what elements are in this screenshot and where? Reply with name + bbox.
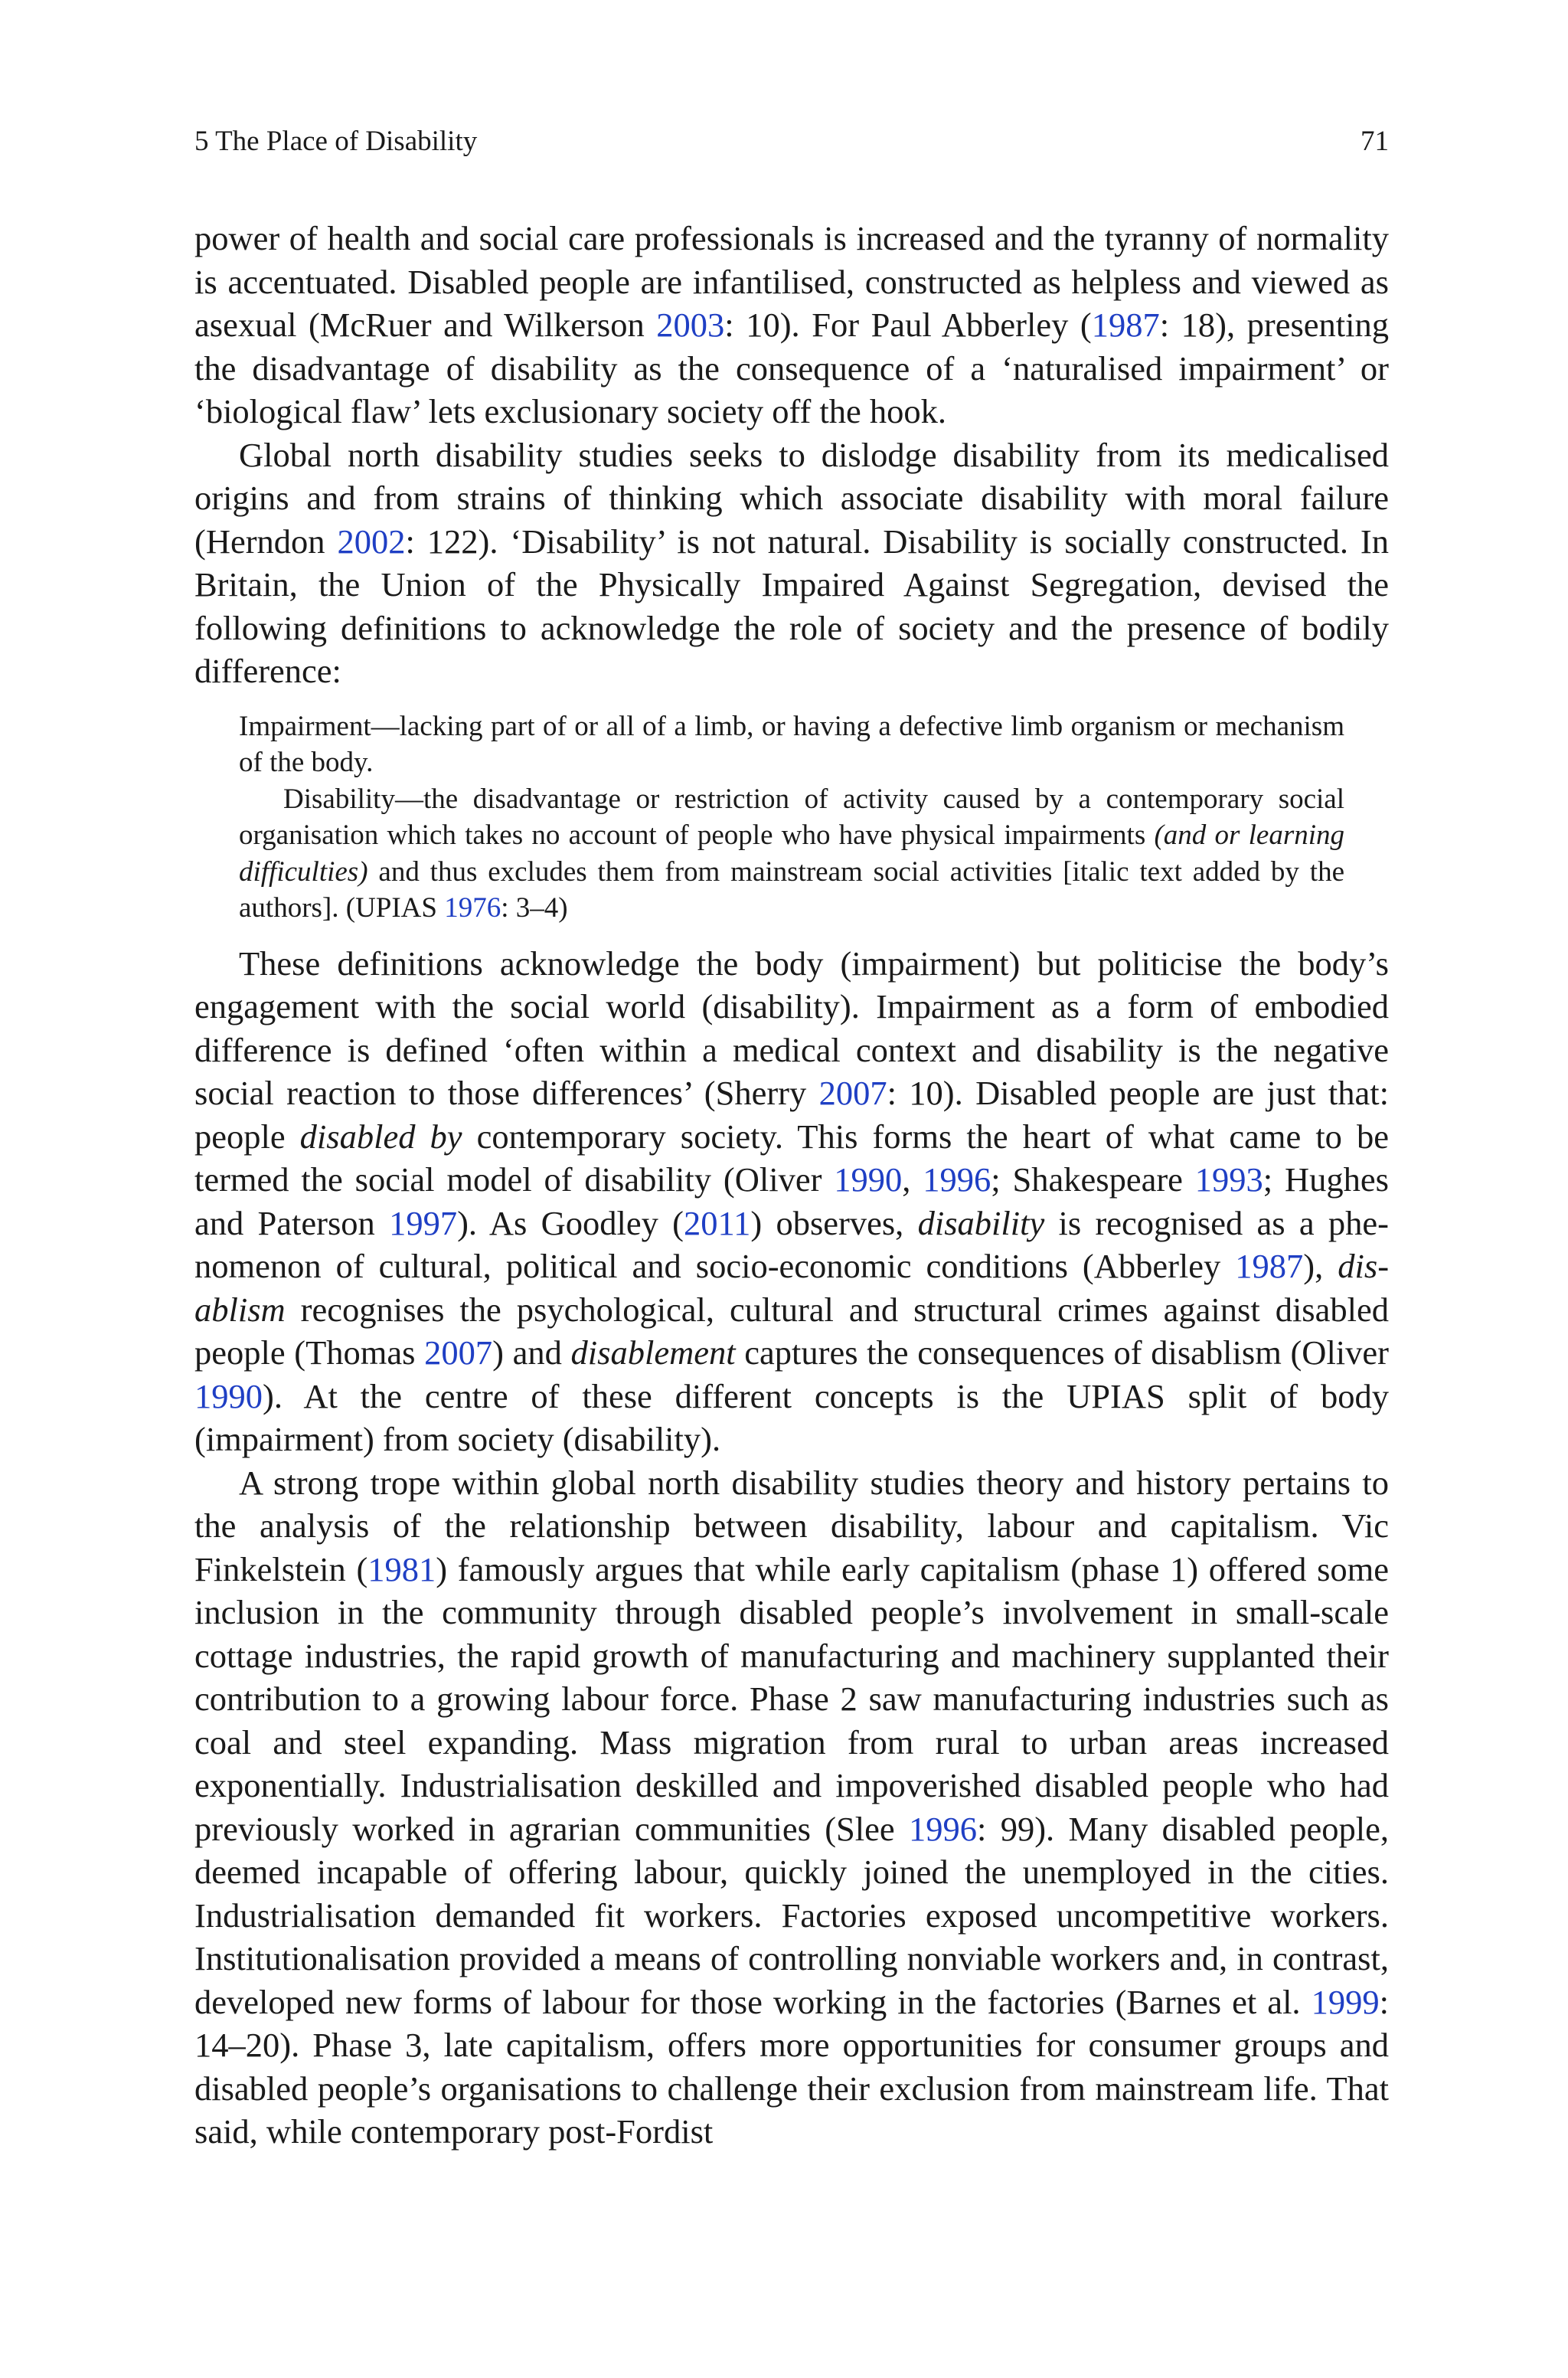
citation-link[interactable]: 1981 (368, 1549, 436, 1588)
paragraph-2: Global north disability studies seeks to dislodge disability from its medicalised origins and from strains of thinking which associate disability with moral failure (Herndon 2002: 122). ‘Disability’ is not natural. Disability is socially constructed. In Britain, the Union of the Physically Impaired Against Segregation, devised the following definitions to acknowledge the role of society and the presence of bodily difference: (194, 435, 1390, 690)
citation-link[interactable]: 1996 (909, 1809, 977, 1848)
citation-link[interactable]: 1997 (389, 1203, 458, 1242)
citation-link[interactable]: 2011 (683, 1203, 751, 1242)
block-quote (239, 708, 1344, 927)
citation-link[interactable]: 2007 (818, 1074, 887, 1112)
body-text (194, 217, 1389, 2154)
running-header (194, 123, 1389, 161)
paragraph-3: These definitions acknowledge the body (impairment) but politicise the body’s engagement with the social world (disability). Impairment as a form of embodied difference is defined ‘often within a medical context and disability is the negative social reaction to those differences’ (Sherry 2007: 10). Disabled people are just that: people disabled by contemporary society. This forms the heart of what came to be termed the social model of disability (Oliver 1990, 1996; Shakespeare 1993; Hughes and Paterson 1997). As Goodley (2011) observes, disability is recognised as a phenomenon of cultural, political and socio-economic conditions (Abberley 1987), disablism recognises the psychological, cultural and structural crimes against disabled people (Thomas 2007) and disablement captures the consequences of disablism (Oliver 1990). At the centre of these different concepts is the UPIAS split of body (impairment) from society (disability). (194, 944, 1390, 1458)
chapter-title: 5 The Place of Disability (194, 126, 478, 157)
citation-link[interactable]: 1993 (1194, 1160, 1263, 1199)
page-number: 71 (1361, 126, 1389, 157)
citation-link[interactable]: 2007 (424, 1333, 493, 1372)
paragraph-1: power of health and social care professionals is increased and the tyranny of normality is accentuated. Disabled people are infantilised, constructed as helpless and viewed as asexual (McRuer and Wilkerson 2003: 10). For Paul Abberley (1987: 18), presenting the disadvantage of disability as the consequence of a ‘naturalised impairment’ or ‘biological flaw’ lets exclusionary society off the hook. (194, 219, 1389, 430)
paragraph-4: A strong trope within global north disability studies theory and history pertains to the analysis of the relationship between disability, labour and capitalism. Vic Finkelstein (1981) famously argues that while early capitalism (phase 1) offered some inclusion in the community through disabled people’s involvement in small-scale cottage industries, the rapid growth of manufacturing and machinery supplanted their contribution to a growing labour force. Phase 2 saw manufacturing industries such as coal and steel expanding. Mass migration from rural to urban areas increased exponentially. Industrialisation deskilled and impoverished disabled people who had previously worked in agrarian communities (Slee 1996: 99). Many disabled people, deemed incapable of offering labour, quickly joined the unemployed in the cities. Industrialisation demanded fit workers. Factories exposed uncompetitive workers. Institutionalisation provided a means of controlling nonviable workers and, in contrast, developed new forms of labour for those working in the factories (Barnes et al. 1999: 14–20). Phase 3, late capitalism, offers more opportunities for consumer groups and disabled people’s organisations to challenge their exclusion from mainstream life. That said, while contemporary post-Fordist (194, 1463, 1390, 2151)
citation-link[interactable]: 2003 (656, 306, 725, 344)
citation-link[interactable]: 1987 (1235, 1247, 1304, 1285)
citation-link[interactable]: 1990 (194, 1376, 263, 1415)
citation-link[interactable]: 1990 (834, 1160, 903, 1199)
quote-impairment-definition: Impairment—lacking part of or all of a limb, or having a defective limb organism or mechanism of the body. (239, 710, 1344, 778)
citation-link[interactable]: 2002 (337, 522, 406, 561)
citation-link[interactable]: 1996 (923, 1160, 991, 1199)
citation-link[interactable]: 1987 (1091, 306, 1160, 344)
quote-disability-definition: Disability—the disadvantage or restriction of activity caused by a contemporary social organisation which takes no account of people who have physical impairments (and or learning difficulties) and thus excludes them from mainstream social activities [italic text added by the authors]. (UPIAS 1976: 3–4) (239, 783, 1344, 924)
citation-link[interactable]: 1999 (1311, 1982, 1380, 2021)
citation-link[interactable]: 1976 (444, 892, 501, 924)
